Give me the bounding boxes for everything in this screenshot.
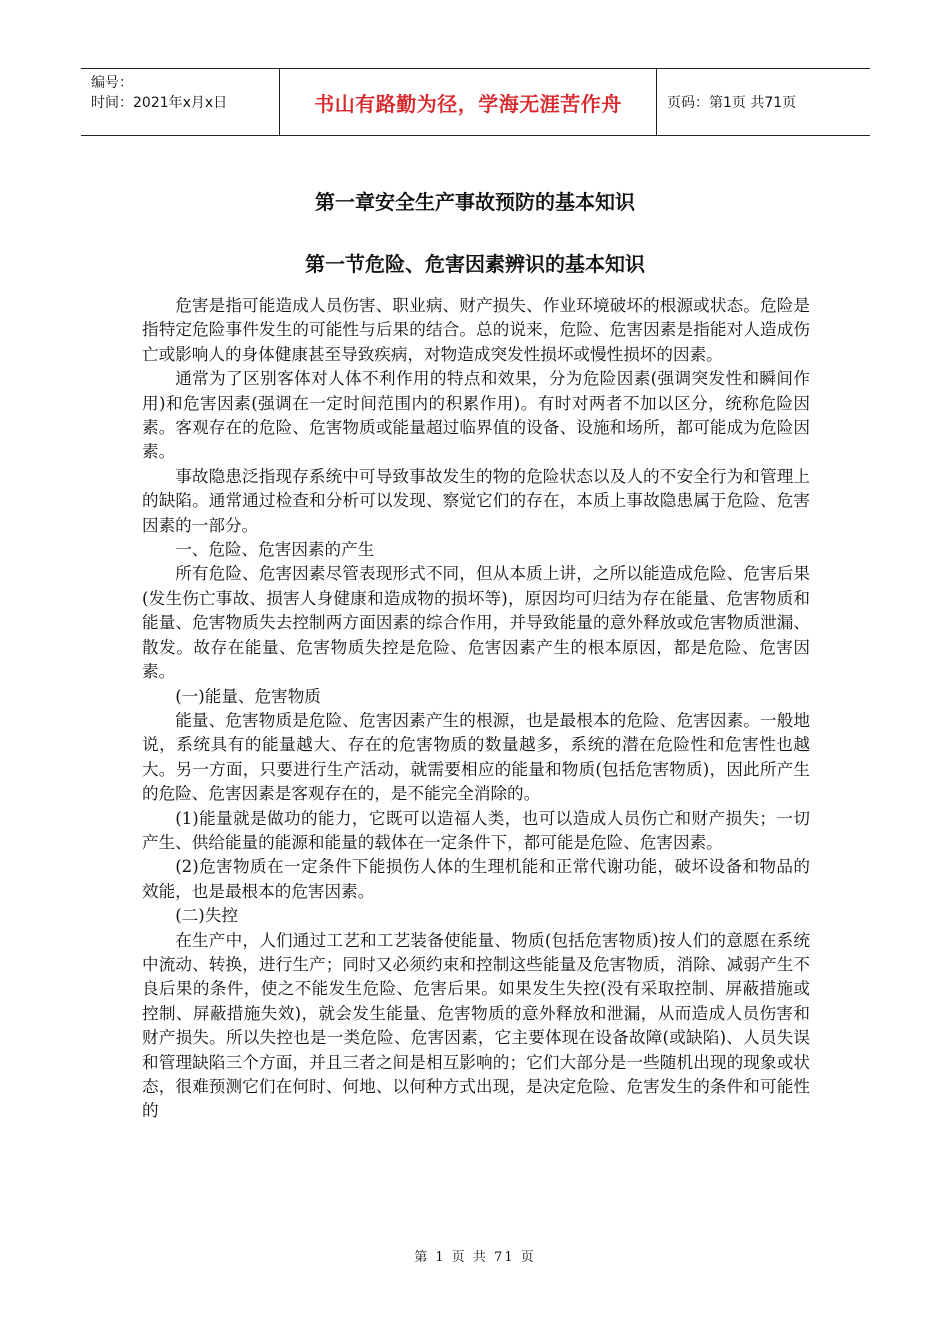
paragraph: (2)危害物质在一定条件下能损伤人体的生理机能和正常代谢功能，破坏设备和物品的效能，也是最根本的危害因素。 bbox=[142, 857, 810, 901]
paragraph: (1)能量就是做功的能力，它既可以造福人类，也可以造成人员伤亡和财产损失；一切产生、供给能量的能源和能量的载体在一定条件下，都可能是危险、危害因素。 bbox=[142, 808, 810, 852]
header-meta bbox=[81, 69, 280, 135]
subheading: (二)失控 bbox=[175, 906, 238, 926]
document-body bbox=[142, 294, 810, 1124]
page-footer: 第 1 页 共 71 页 bbox=[414, 1250, 536, 1265]
chapter-title: 第一章安全生产事故预防的基本知识 bbox=[315, 190, 635, 214]
paragraph: 通常为了区别客体对人体不利作用的特点和效果，分为危险因素(强调突发性和瞬间作用)和危害因素(强调在一定时间范围内的积累作用)。有时对两者不加以区分，统称危险因素。客观存在的危险、危害物质或能量超过临界值的设备、设施和场所，都可能成为危险因素。 bbox=[142, 369, 810, 462]
header-motto: 书山有路勤为径，学海无涯苦作舟 bbox=[280, 69, 657, 135]
page-header bbox=[81, 68, 870, 136]
document-time-label: 时间：2021年x月x日 bbox=[91, 95, 228, 111]
paragraph: 能量、危害物质是危险、危害因素产生的根源，也是最根本的危险、危害因素。一般地说，系统具有的能量越大、存在的危害物质的数量越多，系统的潜在危险性和危害性也越大。另一方面，只要进行生产活动，就需要相应的能量和物质(包括危害物质)，因此所产生的危险、危害因素是客观存在的，是不能完全消除的。 bbox=[142, 710, 810, 804]
subheading: 一、危险、危害因素的产生 bbox=[175, 540, 375, 560]
section-title: 第一节危险、危害因素辨识的基本知识 bbox=[305, 252, 645, 276]
paragraph: 危害是指可能造成人员伤害、职业病、财产损失、作业环境破坏的根源或状态。危险是指特定危险事件发生的可能性与后果的结合。总的说来，危险、危害因素是指能对人造成伤亡或影响人的身体健康甚至导致疾病，对物造成突发性损坏或慢性损坏的因素。 bbox=[142, 296, 810, 364]
paragraph: 所有危险、危害因素尽管表现形式不同，但从本质上讲，之所以能造成危险、危害后果(发生伤亡事故、损害人身健康和造成物的损坏等)，原因均可归结为存在能量、危害物质和能量、危害物质失去控制两方面因素的综合作用，并导致能量的意外释放或危害物质泄漏、散发。故存在能量、危害物质失控是危险、危害因素产生的根本原因，都是危险、危害因素。 bbox=[142, 564, 810, 682]
paragraph: 事故隐患泛指现存系统中可导致事故发生的物的危险状态以及人的不安全行为和管理上的缺陷。通常通过检查和分析可以发现、察觉它们的存在，本质上事故隐患属于危险、危害因素的一部分。 bbox=[142, 466, 810, 535]
subheading: (一)能量、危害物质 bbox=[175, 686, 321, 706]
document-number-label: 编号： bbox=[91, 75, 133, 91]
header-page-info: 页码：第1页 共71页 bbox=[667, 95, 797, 111]
paragraph: 在生产中，人们通过工艺和工艺装备使能量、物质(包括危害物质)按人们的意愿在系统中流动、转换，进行生产；同时又必须约束和控制这些能量及危害物质，消除、减弱产生不良后果的条件，使之不能发生危险、危害后果。如果发生失控(没有采取控制、屏蔽措施或控制、屏蔽措施失效)，就会发生能量、危害物质的意外释放和泄漏，从而造成人员伤害和财产损失。所以失控也是一类危险、危害因素，它主要体现在设备故障(或缺陷)、人员失误和管理缺陷三个方面，并且三者之间是相互影响的；它们大部分是一些随机出现的现象或状态，很难预测它们在何时、何地、以何种方式出现，是决定危险、危害发生的条件和可能性的 bbox=[142, 930, 810, 1121]
